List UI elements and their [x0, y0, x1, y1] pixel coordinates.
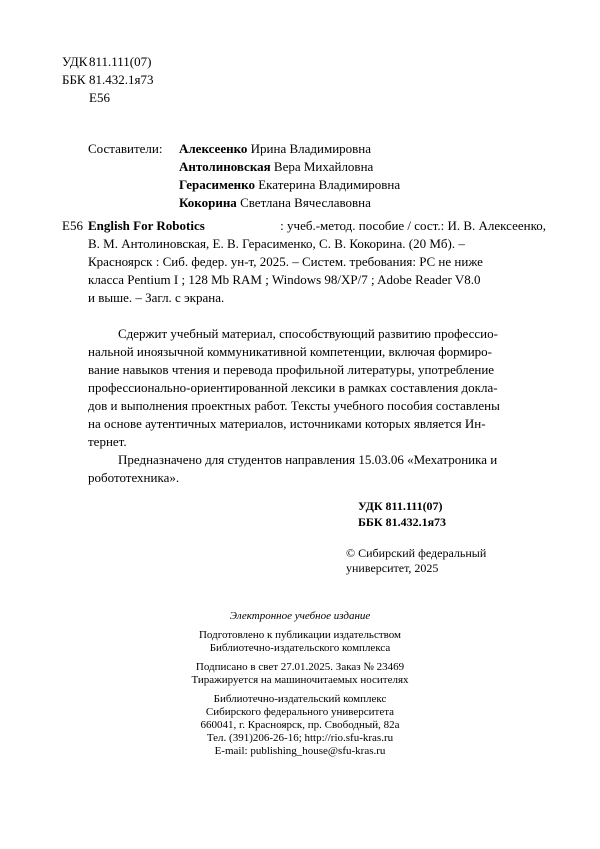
abstract-line: робототехника». — [88, 470, 180, 485]
entry-code: Е56 — [62, 218, 83, 233]
prepared-line: Библиотечно-издательского комплекса — [209, 642, 391, 654]
compiler-name: Ирина Владимировна — [250, 141, 372, 156]
email-line: E-mail: publishing_house@sfu-kras.ru — [214, 745, 386, 757]
entry-line: : учеб.-метод. пособие / сост.: И. В. Алексеенко, — [280, 218, 546, 233]
compilers-label: Составители: — [88, 141, 163, 156]
entry-first-line — [62, 217, 546, 235]
signed-line: Подписано в свет 27.01.2025. Заказ № 23469 — [195, 661, 405, 673]
udk-label: УДК — [62, 54, 88, 69]
abstract-line: Сдержит учебный материал, способствующий развитию профессио- — [118, 326, 498, 341]
imprint — [0, 610, 600, 764]
compiler-name: Екатерина Владимировна — [258, 177, 401, 192]
compiler-surname: Антолиновская — [179, 159, 271, 174]
compiler-name: Вера Михайловна — [273, 159, 374, 174]
edition-type: Электронное учебное издание — [229, 610, 371, 622]
abstract-line: вание навыков чтения и перевода профильной литературы, употребление — [88, 362, 495, 377]
entry-line: Красноярск : Сиб. федер. ун-т, 2025. – Систем. требования: PC не ниже — [88, 254, 483, 269]
bibliographic-entry — [62, 217, 546, 307]
entry-line: класса Pentium I ; 128 Mb RAM ; Windows 98/XP/7 ; Adobe Reader V8.0 — [88, 272, 481, 287]
compilers-block — [88, 140, 400, 212]
bottom-udk: УДК 811.111(07) — [358, 499, 443, 513]
abstract-line: на основе аутентичных материалов, источниками которых является Ин- — [88, 416, 486, 431]
abstract-line: Предназначено для студентов направления 15.03.06 «Мехатроника и — [118, 452, 498, 467]
abstract — [88, 325, 546, 487]
copyright-line: университет, 2025 — [346, 561, 439, 575]
bbk-code: 81.432.1я73 — [89, 72, 154, 87]
abstract-line: тернет. — [88, 434, 127, 449]
udk-line — [62, 53, 153, 71]
udk-code: 811.111(07) — [89, 54, 152, 69]
publisher-line: Сибирского федерального университета — [205, 706, 395, 718]
compiler-surname: Герасименко — [179, 177, 255, 192]
phone-line: Тел. (391)206-26-16; http://rio.sfu-kras.ru — [206, 732, 394, 744]
abstract-line: нальной иноязычной коммуникативной компетенции, включая формиро- — [88, 344, 492, 359]
bbk-label: ББК — [62, 72, 86, 87]
copies-line: Тиражируется на машиночитаемых носителях — [191, 674, 409, 686]
entry-line: и выше. – Загл. с экрана. — [88, 290, 225, 305]
bottom-classification — [358, 498, 446, 530]
compiler-surname: Алексеенко — [179, 141, 248, 156]
bbk-line — [62, 71, 153, 89]
abstract-line: дов и выполнения проектных работ. Тексты учебного пособия составлены — [88, 398, 500, 413]
compiler-name: Светлана Вячеславовна — [240, 195, 371, 210]
compiler-line — [88, 158, 400, 176]
compiler-line — [88, 176, 400, 194]
entry-title: English For Robotics — [88, 218, 205, 233]
prepared-line: Подготовлено к публикации издательством — [198, 629, 402, 641]
copyright — [346, 546, 486, 576]
copyright-line: © Сибирский федеральный — [346, 546, 487, 560]
address-line: 660041, г. Красноярск, пр. Свободный, 82а — [200, 719, 400, 731]
entry-line: В. М. Антолиновская, Е. В. Герасименко, С. В. Кокорина. (20 Мб). – — [88, 236, 465, 251]
classification-block — [62, 53, 153, 107]
author-mark: Е56 — [89, 90, 110, 105]
bottom-bbk: ББК 81.432.1я73 — [358, 515, 447, 529]
publisher-line: Библиотечно-издательский комплекс — [213, 693, 387, 705]
abstract-line: профессионально-ориентированной лексики в рамках составления докла- — [88, 380, 498, 395]
compiler-line — [88, 194, 400, 212]
compiler-line — [88, 140, 400, 158]
compiler-surname: Кокорина — [179, 195, 237, 210]
